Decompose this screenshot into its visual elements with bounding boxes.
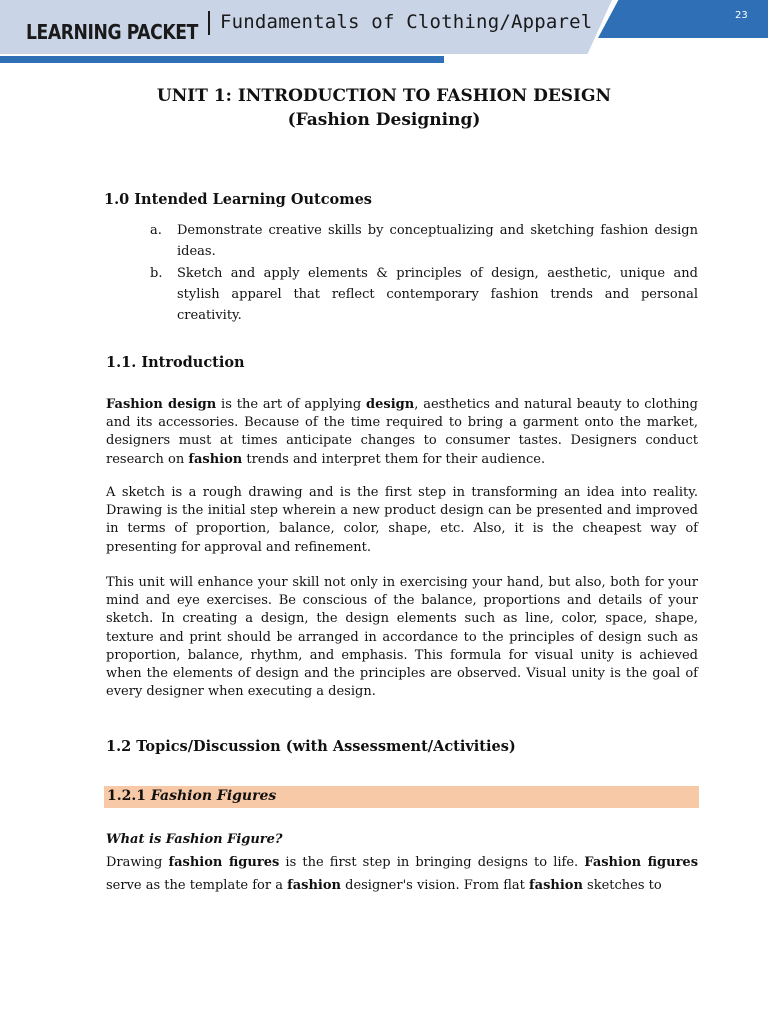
outcome-text: Sketch and apply elements & principles of design, aesthetic, unique and stylish apparel that reflect contemporary fashion trends and personal creativity. bbox=[177, 266, 698, 323]
bold-term: fashion bbox=[529, 877, 583, 893]
bold-term: fashion figures bbox=[168, 855, 280, 870]
intro-paragraph-2: A sketch is a rough drawing and is the first step in transforming an idea into reality. Drawing is the initial step wherein a new product design can be presented and improved in terms of proportion, balance, color, shape, etc. Also, it is the cheapest way of presenting for approval and refinement. bbox=[106, 485, 698, 555]
text-run: designer's vision. From flat bbox=[340, 877, 530, 893]
bold-term: Fashion design bbox=[106, 397, 217, 412]
text-run: , aesthetics and natural beauty to clothing and its accessories. Because of the time required to bring a garment onto the market, designers must at times anticipate changes to consumer tastes. Designers conduct research on bbox=[106, 397, 698, 467]
outcome-marker: a. bbox=[150, 223, 162, 238]
text-run: sketches to bbox=[582, 877, 662, 893]
text-run: trends and interpret them for their audience. bbox=[242, 451, 546, 467]
section-name: Fashion Figures bbox=[150, 788, 277, 804]
bold-term: fashion bbox=[287, 877, 341, 893]
question-heading: What is Fashion Figure? bbox=[106, 832, 283, 847]
section-band bbox=[104, 786, 699, 808]
header-underline bbox=[0, 56, 444, 63]
text-run: is the art of applying bbox=[216, 397, 367, 412]
bold-term: design bbox=[366, 397, 415, 412]
intro-paragraph-1 bbox=[106, 396, 698, 469]
outcome-item-a bbox=[150, 220, 698, 262]
outcome-text: Demonstrate creative skills by conceptualizing and sketching fashion design ideas. bbox=[177, 223, 698, 259]
header-divider bbox=[208, 11, 210, 35]
bold-term: Fashion figures bbox=[584, 855, 699, 870]
bold-term: fashion bbox=[188, 451, 243, 467]
intro-paragraph-3: This unit will enhance your skill not only in exercising your hand, but also, both for your mind and eye exercises. Be conscious of the balance, proportions and details of your sketch. In creating a design, the design elements such as line, color, space, shape, texture and print should be arranged in accordance to the principles of design such as proportion, balance, rhythm, and emphasis. This formula for visual unity is achieved when the elements of design and the principles are observed. Visual unity is the goal of every designer when executing a design. bbox=[106, 575, 698, 700]
section-number: 1.2.1 bbox=[107, 788, 146, 804]
brand-label: LEARNING PACKET bbox=[26, 20, 198, 44]
unit-subtitle: (Fashion Designing) bbox=[287, 110, 481, 130]
outcomes-heading: 1.0 Intended Learning Outcomes bbox=[104, 191, 372, 208]
text-run: serve as the template for a bbox=[106, 877, 288, 893]
unit-title: UNIT 1: INTRODUCTION TO FASHION DESIGN bbox=[156, 86, 612, 106]
page-number: 23 bbox=[735, 10, 748, 21]
text-run: is the first step in bringing designs to life. bbox=[279, 855, 585, 870]
fashion-figures-paragraph bbox=[106, 852, 698, 897]
topics-heading: 1.2 Topics/Discussion (with Assessment/Activities) bbox=[106, 738, 516, 755]
outcome-item-b bbox=[150, 263, 698, 326]
introduction-heading: 1.1. Introduction bbox=[106, 354, 245, 371]
outcome-marker: b. bbox=[150, 266, 163, 281]
course-title: Fundamentals of Clothing/Apparel bbox=[220, 11, 593, 33]
section-title bbox=[107, 788, 276, 804]
text-run: Drawing bbox=[106, 855, 169, 870]
